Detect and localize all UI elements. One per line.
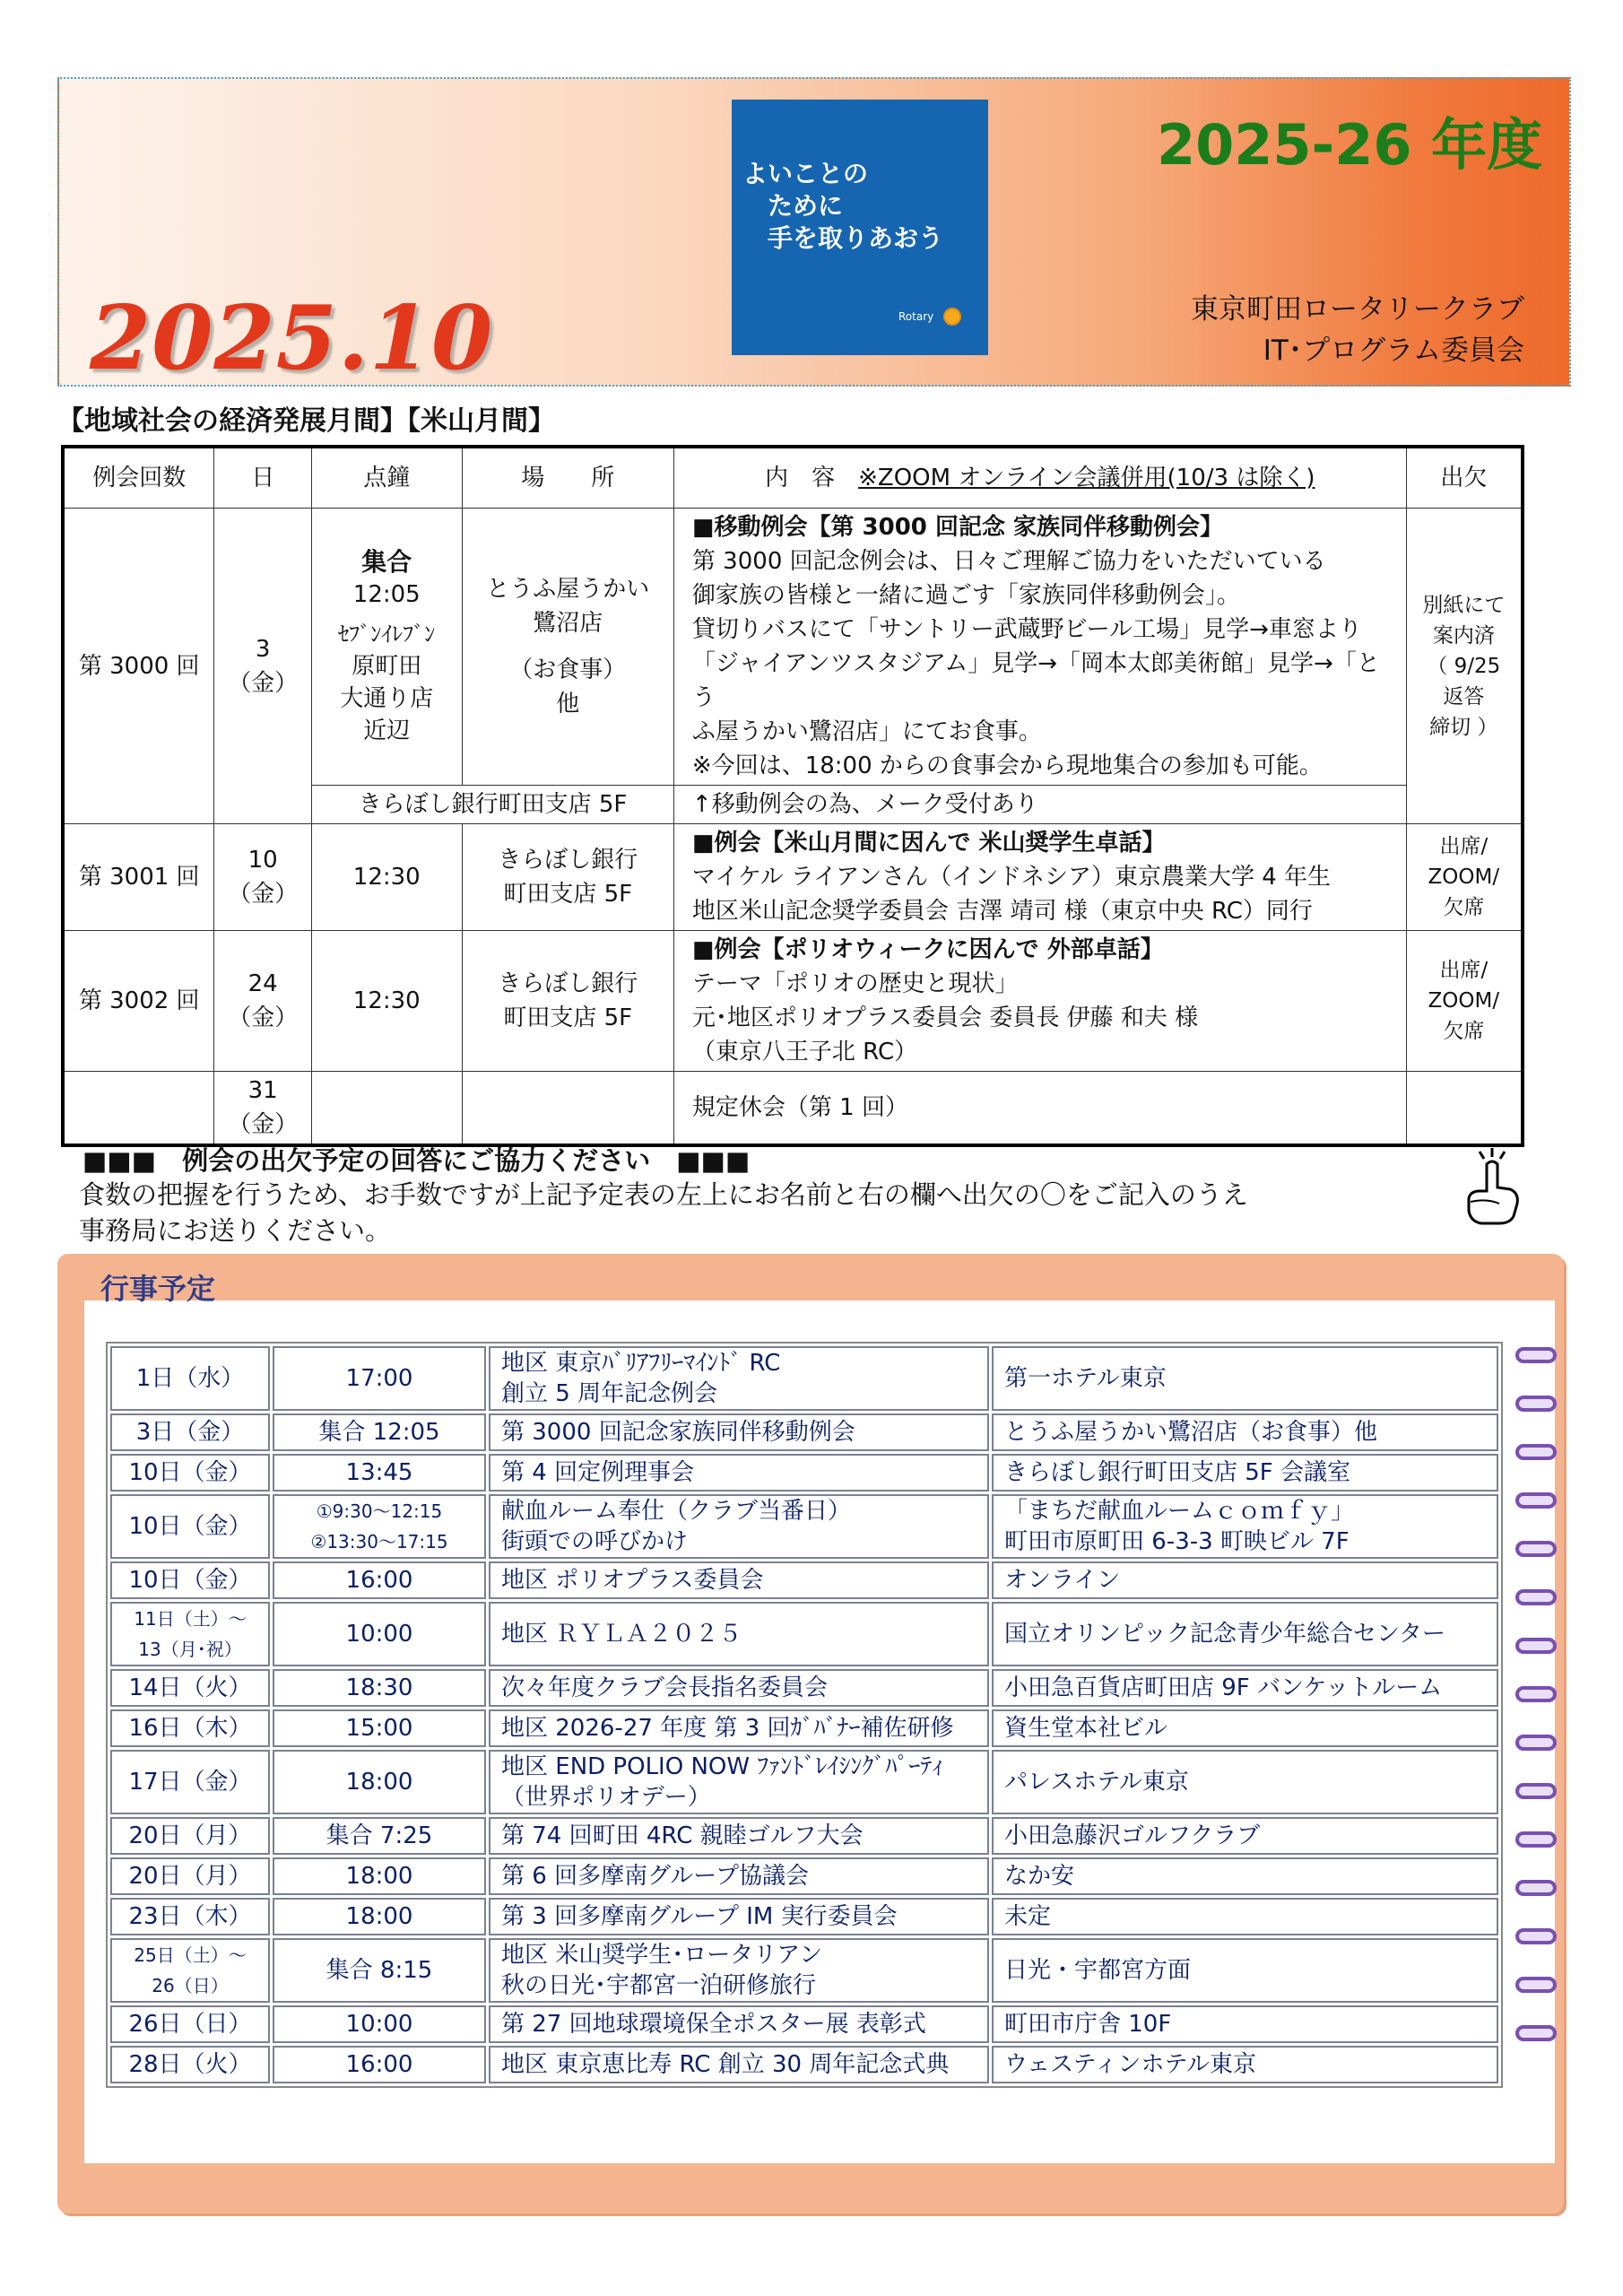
schedule-place: 小田急藤沢ゴルフクラブ [992,1817,1498,1855]
ring-decoration [1515,1444,1557,1460]
schedule-date: 17日（金） [110,1750,270,1814]
schedule-date: 23日（木） [110,1898,270,1935]
schedule-event: 第 3 回多摩南グループ IM 実行委員会 [489,1898,989,1935]
ring-decoration [1515,1880,1557,1896]
meeting-table [61,445,1524,1147]
schedule-place: 「まちだ献血ルームｃｏｍｆｙ」 町田市原町田 6-3-3 町映ビル 7F [992,1494,1498,1559]
schedule-time: 18:00 [273,1898,486,1935]
schedule-date: 25日（土）～ 26（日） [110,1938,270,2003]
schedule-event: 第 4 回定例理事会 [489,1454,989,1492]
issue-month: 2025.10 [90,287,494,390]
committee-name: IT･プログラム委員会 [1263,335,1524,367]
schedule-date: 26日（日） [110,2005,270,2043]
schedule-table [106,1342,1503,2088]
meeting-time: 集合 12:05 ｾﾌﾞﾝｲﾚﾌﾞﾝ 原町田 大通り店 近辺 [312,509,463,786]
schedule-date: 11日（土）～ 13（月･祝） [110,1602,270,1666]
logo-brand: Rotary [898,310,934,323]
meeting-row [63,931,1523,1072]
schedule-date: 20日（月） [110,1857,270,1895]
meeting-day: 24 （金） [214,931,312,1072]
schedule-row [110,1750,1498,1814]
schedule-row [110,1857,1498,1895]
schedule-time: 16:00 [273,1561,486,1599]
schedule-date: 16日（木） [110,1709,270,1747]
schedule-time: 集合 7:25 [273,1817,486,1855]
ring-decoration [1515,1396,1557,1412]
schedule-row [110,1817,1498,1855]
month-theme: 【地域社会の経済発展月間】【米山月間】 [57,405,555,437]
schedule-time: 15:00 [273,1709,486,1747]
schedule-event: 第 27 回地球環境保全ポスター展 表彰式 [489,2005,989,2043]
meeting-place: きらぼし銀行 町田支店 5F [462,931,673,1072]
meeting-number: 第 3000 回 [63,509,214,824]
meeting-attendance[interactable]: 別紙にて 案内済 （ 9/25 返答 締切 ） [1406,509,1523,824]
sub-content: ↑移動例会の為、メーク受付あり [673,786,1406,824]
schedule-event: 地区 END POLIO NOW ﾌｧﾝﾄﾞﾚｲｼﾝｸﾞﾊﾟｰﾃｨ （世界ポリオデー） [489,1750,989,1814]
meeting-place: とうふ屋うかい 鷺沼店 （お食事） 他 [462,509,673,786]
logo-slogan: よいことの ために 手を取りあおう [742,159,944,253]
meeting-number: 第 3001 回 [63,824,214,931]
meeting-attendance[interactable]: 出席/ ZOOM/ 欠席 [1406,931,1523,1072]
sub-place: きらぼし銀行町田支店 5F [312,786,674,824]
ring-decoration [1515,1589,1557,1605]
schedule-event: 献血ルーム奉仕（クラブ当番日） 街頭での呼びかけ [489,1494,989,1559]
club-info [1191,289,1524,371]
ring-decoration [1515,1977,1557,1993]
schedule-date: 10日（金） [110,1494,270,1559]
schedule-date: 20日（月） [110,1817,270,1855]
schedule-time: 10:00 [273,2005,486,2043]
schedule-row [110,1494,1498,1559]
meeting-time [312,1072,463,1146]
meeting-content: 規定休会（第 1 回） [673,1072,1406,1146]
meeting-place: きらぼし銀行 町田支店 5F [462,824,673,931]
ring-decoration [1515,1492,1557,1509]
schedule-place: 町田市庁舎 10F [992,2005,1498,2043]
meeting-attendance[interactable]: 出席/ ZOOM/ 欠席 [1406,824,1523,931]
col-attendance: 出欠 [1406,447,1523,509]
schedule-date: 28日（火） [110,2046,270,2083]
schedule-time: 18:00 [273,1857,486,1895]
schedule-date: 14日（火） [110,1669,270,1707]
meeting-attendance[interactable] [1406,1072,1523,1146]
schedule-row [110,1709,1498,1747]
zoom-note: ※ZOOM オンライン会議併用(10/3 は除く) [858,465,1315,491]
schedule-place: ウェスティンホテル東京 [992,2046,1498,2083]
schedule-place: 第一ホテル東京 [992,1346,1498,1411]
schedule-event: 地区 ポリオプラス委員会 [489,1561,989,1599]
meeting-place [462,1072,673,1146]
meeting-header-row [63,447,1523,509]
ring-decoration [1515,1686,1557,1702]
schedule-event: 地区 東京恵比寿 RC 創立 30 周年記念式典 [489,2046,989,2083]
schedule-event: 地区 2026-27 年度 第 3 回ｶﾞﾊﾞﾅｰ補佐研修 [489,1709,989,1747]
schedule-row [110,1898,1498,1935]
schedule-row [110,2005,1498,2043]
schedule-time: 10:00 [273,1602,486,1666]
schedule-event: 地区 米山奨学生･ロータリアン 秋の日光･宇都宮一泊研修旅行 [489,1938,989,2003]
schedule-date: 1日（水） [110,1346,270,1411]
schedule-row [110,1413,1498,1451]
schedule-place: 未定 [992,1898,1498,1935]
meeting-day: 31 （金） [214,1072,312,1146]
schedule-place: なか安 [992,1857,1498,1895]
ring-decoration [1515,2025,1557,2041]
col-time: 点鐘 [312,447,463,509]
schedule-event: 第 74 回町田 4RC 親睦ゴルフ大会 [489,1817,989,1855]
schedule-place: とうふ屋うかい鷺沼店（お食事）他 [992,1413,1498,1451]
col-content: 内 容 ※ZOOM オンライン会議併用(10/3 は除く) [673,447,1406,509]
schedule-date: 10日（金） [110,1561,270,1599]
ring-decoration [1515,1735,1557,1751]
ring-decoration [1515,1783,1557,1799]
meeting-number [63,1072,214,1146]
notice-body: 食数の把握を行うため、お手数ですが上記予定表の左上にお名前と右の欄へ出欠の〇をご記入のうえ 事務局にお送りください。 [79,1179,1248,1246]
meeting-time: 12:30 [312,931,463,1072]
schedule-place: きらぼし銀行町田支店 5F 会議室 [992,1454,1498,1492]
schedule-place: オンライン [992,1561,1498,1599]
col-place: 場 所 [462,447,673,509]
schedule-row [110,1938,1498,2003]
ring-decoration [1515,1638,1557,1654]
schedule-time: 17:00 [273,1346,486,1411]
club-name: 東京町田ロータリークラブ [1191,293,1524,326]
schedule-time: 16:00 [273,2046,486,2083]
schedule-date: 10日（金） [110,1454,270,1492]
schedule-time: 集合 12:05 [273,1413,486,1451]
schedule-event: 次々年度クラブ会長指名委員会 [489,1669,989,1707]
schedule-row [110,1669,1498,1707]
schedule-place: パレスホテル東京 [992,1750,1498,1814]
schedule-place: 日光・宇都宮方面 [992,1938,1498,2003]
col-day: 日 [214,447,312,509]
schedule-place: 小田急百貨店町田店 9F バンケットルーム [992,1669,1498,1707]
meeting-day: 10 （金） [214,824,312,931]
schedule-row [110,1602,1498,1666]
meeting-row [63,509,1523,786]
meeting-number: 第 3002 回 [63,931,214,1072]
schedule-row [110,1454,1498,1492]
ring-decoration [1515,1831,1557,1848]
schedule-time: ①9:30～12:15 ②13:30～17:15 [273,1494,486,1559]
schedule-row [110,1561,1498,1599]
schedule-event: 地区 東京ﾊﾞﾘｱﾌﾘｰﾏｲﾝﾄﾞ RC 創立 5 周年記念例会 [489,1346,989,1411]
meeting-day: 3 （金） [214,509,312,824]
schedule-place: 資生堂本社ビル [992,1709,1498,1747]
col-number: 例会回数 [63,447,214,509]
schedule-time: 13:45 [273,1454,486,1492]
notice-title: ■■■ 例会の出欠予定の回答にご協力ください ■■■ [82,1145,751,1176]
rotary-wheel-icon [943,308,961,326]
meeting-content: ■移動例会【第 3000 回記念 家族同伴移動例会】 第 3000 回記念例会は、日々ご理解ご協力をいただいている 御家族の皆様と一緒に過ごす「家族同伴移動例会」。 貸切りバスにて「サントリー武蔵野ビール工場」見学→車窓より 「ジャイアンツスタジアム」見学→「岡本太郎美術館」見学→「とう ふ屋うかい鷺沼店」にてお食事。 ※今回は、18:00 からの食事会から現地集合の参加も可能。 [673,509,1406,786]
meeting-row [63,824,1523,931]
meeting-row [63,1072,1523,1146]
schedule-heading: 行事予定 [100,1272,216,1306]
meeting-content: ■例会【ポリオウィークに因んで 外部卓話】 テーマ「ポリオの歴史と現状」 元･地区ポリオプラス委員会 委員長 伊藤 和夫 様 （東京八王子北 RC） [673,931,1406,1072]
schedule-event: 地区 ＲＹＬＡ２０２５ [489,1602,989,1666]
schedule-place: 国立オリンピック記念青少年総合センター [992,1602,1498,1666]
schedule-date: 3日（金） [110,1413,270,1451]
ring-decoration [1515,1347,1557,1363]
pointing-hand-icon [1460,1146,1524,1225]
meeting-content: ■例会【米山月間に因んで 米山奨学生卓話】 マイケル ライアンさん（インドネシア）東京農業大学 4 年生 地区米山記念奨学委員会 吉澤 靖司 様（東京中央 RC）同行 [673,824,1406,931]
schedule-row [110,1346,1498,1411]
notebook-rings [1515,1347,1557,2041]
schedule-event: 第 3000 回記念家族同伴移動例会 [489,1413,989,1451]
ring-decoration [1515,1928,1557,1944]
fiscal-year: 2025-26 年度 [1157,112,1543,178]
schedule-row [110,2046,1498,2083]
schedule-time: 18:30 [273,1669,486,1707]
schedule-event: 第 6 回多摩南グループ協議会 [489,1857,989,1895]
schedule-time: 18:00 [273,1750,486,1814]
schedule-time: 集合 8:15 [273,1938,486,2003]
ring-decoration [1515,1541,1557,1557]
meeting-time: 12:30 [312,824,463,931]
